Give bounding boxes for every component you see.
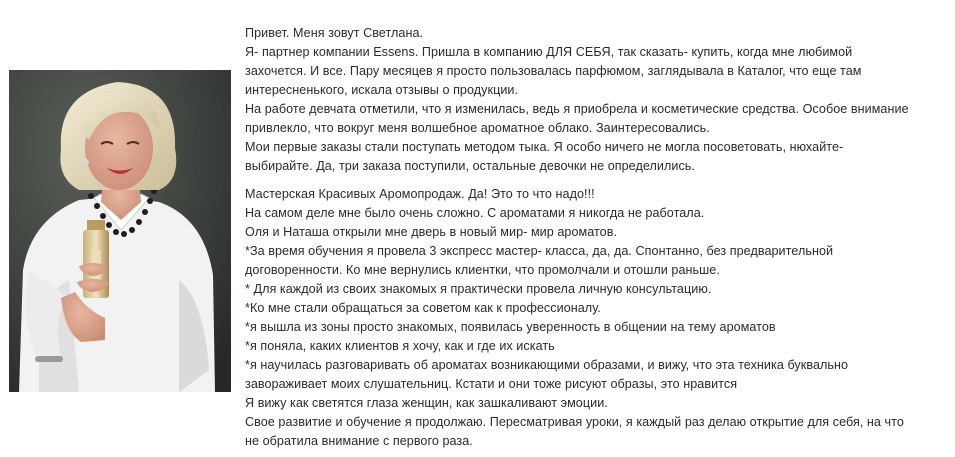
author-photo [9,70,231,392]
story-line: *За время обучения я провела 3 экспресс мастер- класса, да, да. Спонтанно, без предварительной [245,244,834,258]
story-line: *я вышла из зоны просто знакомых, появилась уверенность в общении на тему ароматов [245,320,776,334]
story-line: *Ко мне стали обращаться за советом как к профессионалу. [245,301,601,315]
intro-line: выбирайте. Да, три заказа поступили, остальные девочки не определились. [245,159,695,173]
story-line: *я поняла, каких клиентов я хочу, как и где их искать [245,339,555,353]
story-line: договоренности. Ко мне вернулись клиентки, что промолчали и отошли раньше. [245,263,720,277]
testimonial-text [245,24,945,451]
intro-line: привлекло, что вокруг меня волшебное ароматное облако. Заинтересовались. [245,121,710,135]
story-line: Оля и Наташа открыли мне дверь в новый мир- мир ароматов. [245,225,618,239]
story-line: завораживает моих слушательниц. Кстати и они тоже рисуют образы, это нравится [245,377,738,391]
story-line: Я вижу как светятся глаза женщин, как зашкаливают эмоции. [245,396,608,410]
story-line: Мастерская Красивых Аромопродаж. Да! Это то что надо!!! [245,187,595,201]
intro-line: Мои первые заказы стали поступать методом тыка. Я особо ничего не могла посоветовать, нюхайте- [245,140,844,154]
intro-line: интересненького, искала отзывы о продукции. [245,83,519,97]
story-line: Свое развитие и обучение я продолжаю. Пересматривая уроки, я каждый раз делаю открытие для себя, на что [245,415,904,429]
intro-line: На работе девчата отметили, что я изменилась, ведь я приобрела и косметические средства. Особое внимание [245,102,909,116]
story-line: На самом деле мне было очень сложно. С ароматами я никогда не работала. [245,206,705,220]
story-line: *я научилась разговаривать об ароматах возникающими образами, и вижу, что эта техника буквально [245,358,849,372]
intro-line: захочется. И все. Пару месяцев я просто пользовалась парфюмом, заглядывала в Каталог, что еще там [245,64,862,78]
intro-line: Привет. Меня зовут Светлана. [245,26,424,40]
woman-portrait-image [9,70,231,392]
story-line: не обратила внимание с первого раза. [245,434,473,448]
paragraph-gap [245,176,945,185]
story-line: * Для каждой из своих знакомых я практически провела личную консультацию. [245,282,712,296]
intro-line: Я- партнер компании Essens. Пришла в компанию ДЛЯ СЕБЯ, так сказать- купить, когда мне любимой [245,45,853,59]
